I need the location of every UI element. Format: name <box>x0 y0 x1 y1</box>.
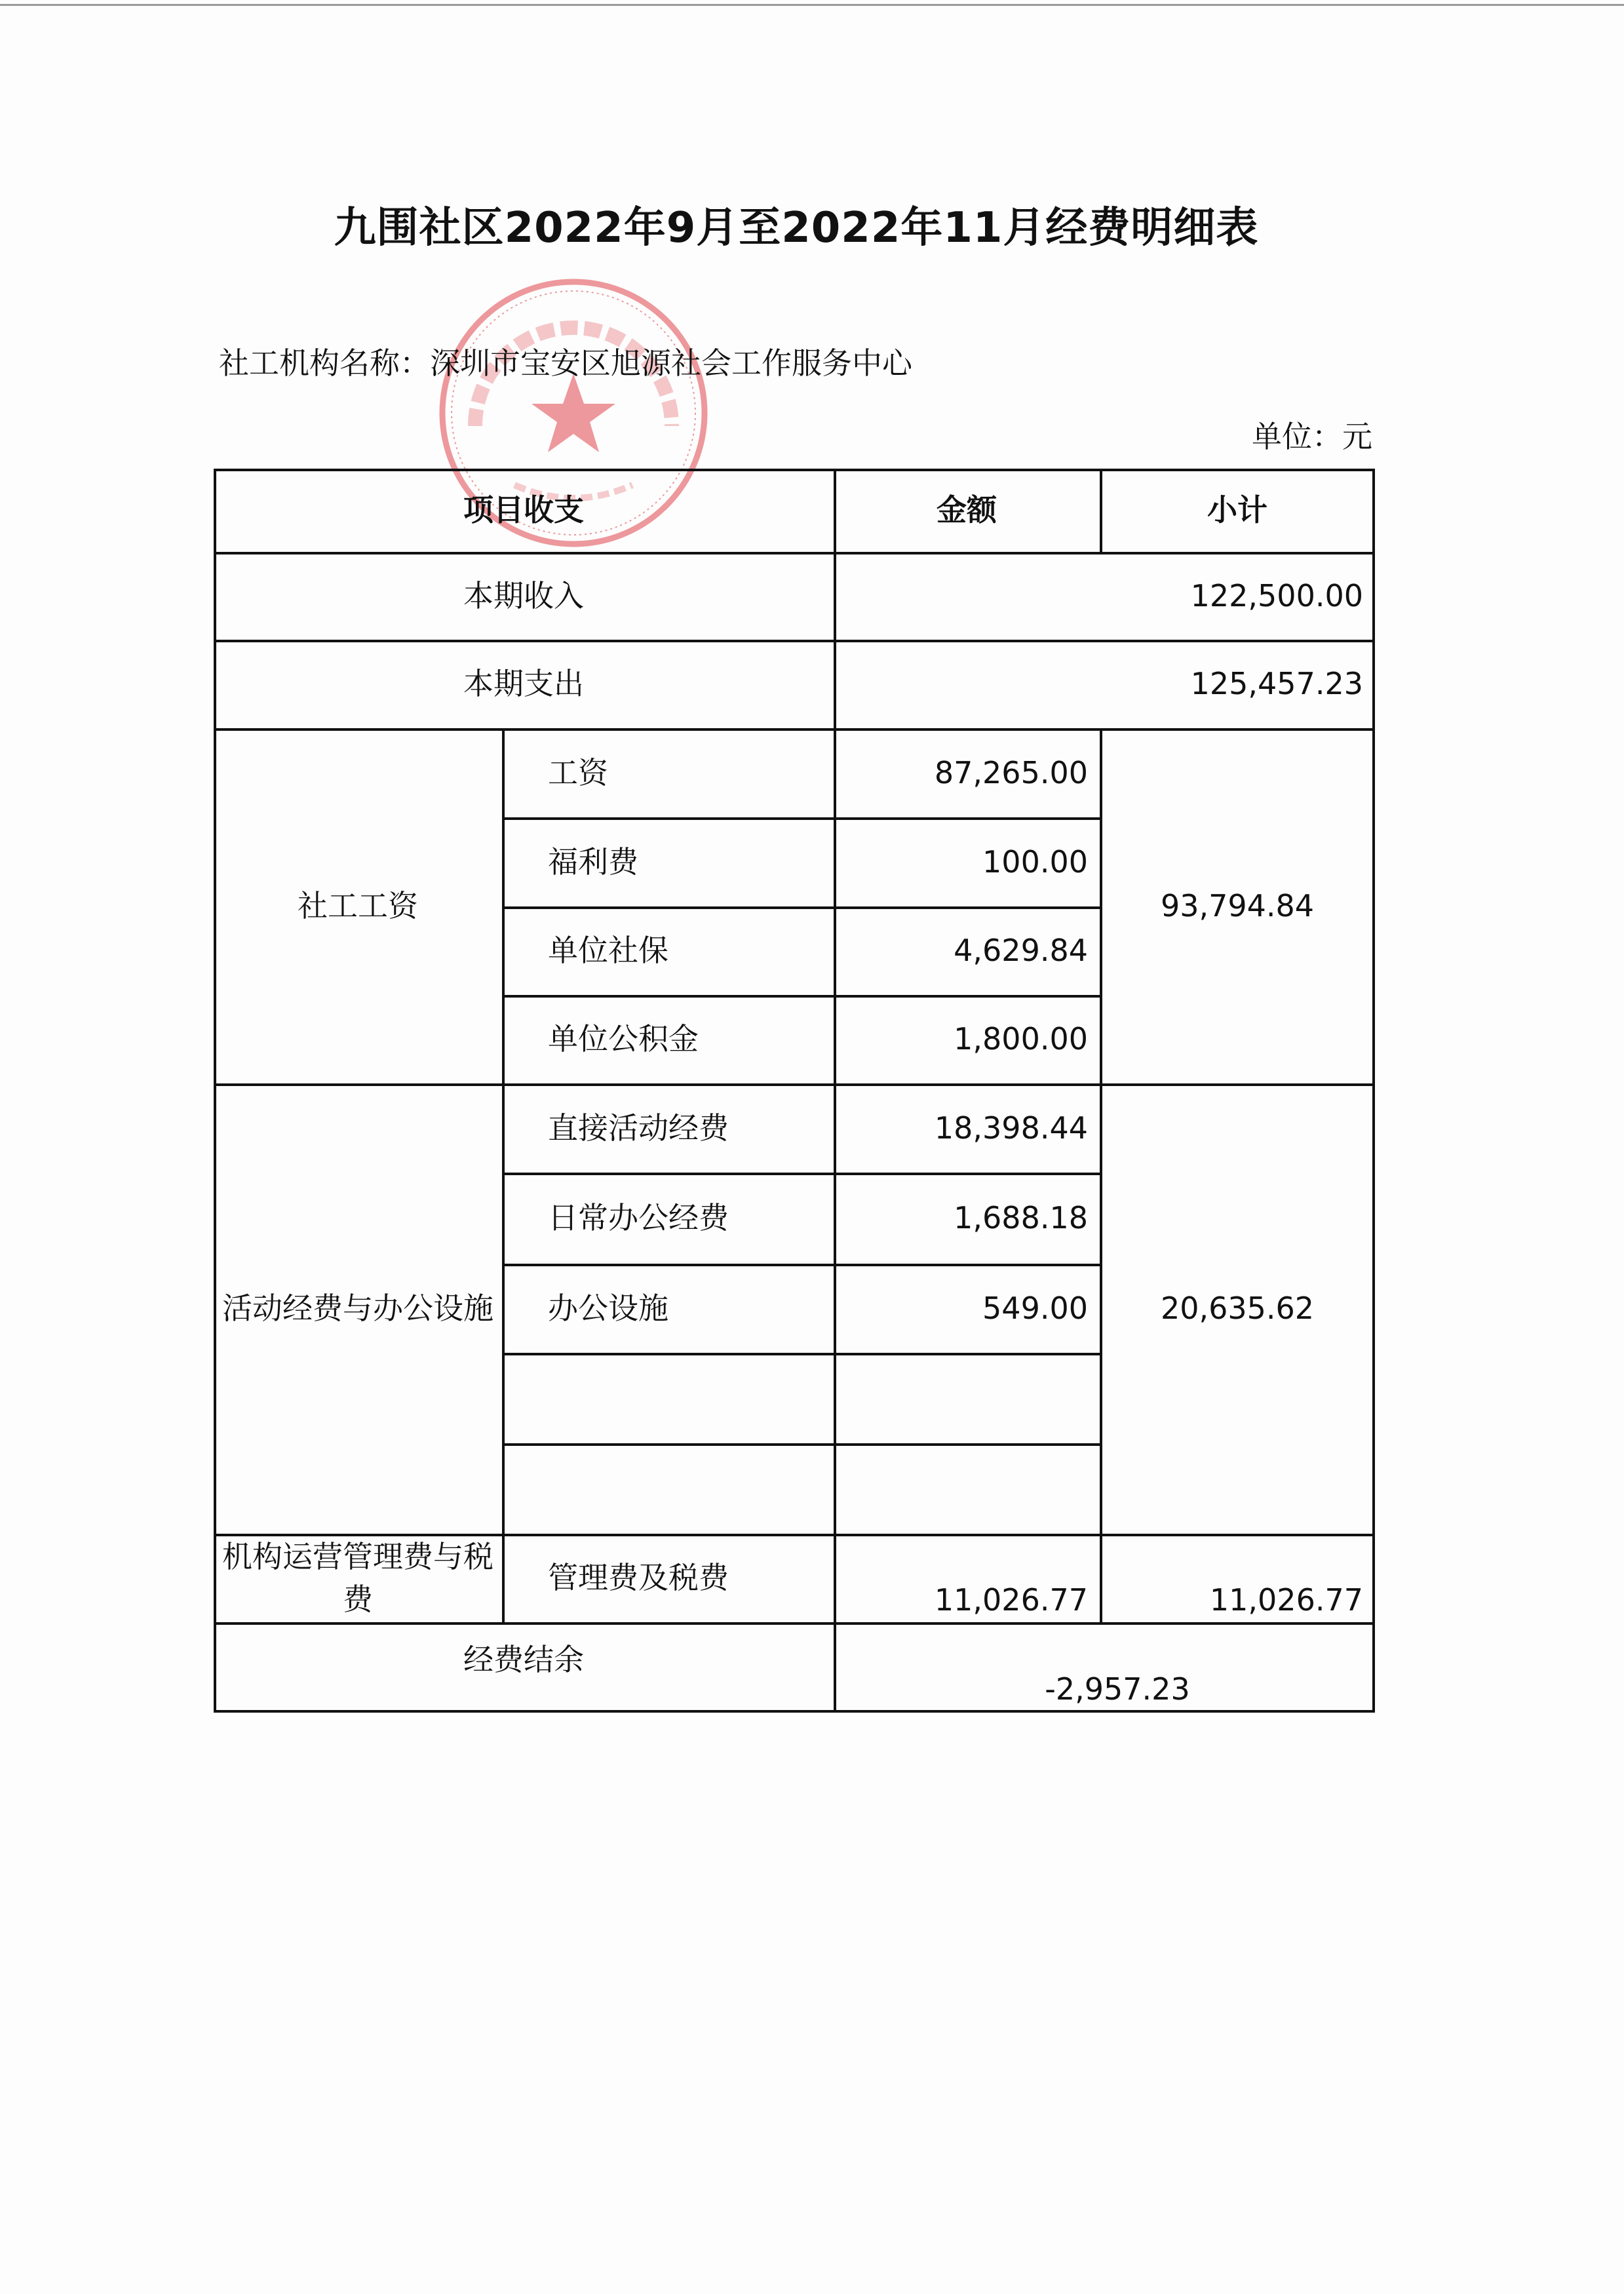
balance-label: 经费结余 <box>463 1642 584 1678</box>
salary-item: 福利费 <box>548 844 638 880</box>
activity-amount <box>834 1443 1100 1534</box>
table-rule <box>214 1710 1375 1713</box>
salary-group-label: 社工工资 <box>298 887 418 923</box>
document-title: 九围社区2022年9月至2022年11月经费明细表 <box>334 204 1259 252</box>
activity-subtotal: 20,635.62 <box>1160 1291 1315 1327</box>
unit-label: 单位：元 <box>1252 419 1372 454</box>
management-subtotal: 11,026.77 <box>1209 1582 1363 1618</box>
activity-item: 日常办公经费 <box>548 1200 729 1236</box>
activity-item <box>502 1353 834 1443</box>
salary-amount: 87,265.00 <box>934 754 1088 790</box>
header-amount: 金额 <box>937 492 997 528</box>
management-amount: 11,026.77 <box>934 1582 1088 1618</box>
activity-item: 办公设施 <box>548 1290 668 1326</box>
management-group-label: 机构运营管理费与税费 <box>222 1539 493 1617</box>
page-top-rule <box>0 4 1624 6</box>
header-subtotal: 小计 <box>1207 492 1267 528</box>
activity-amount: 1,688.18 <box>954 1200 1088 1236</box>
salary-amount: 100.00 <box>982 844 1088 880</box>
salary-subtotal: 93,794.84 <box>1160 887 1315 923</box>
salary-item: 单位社保 <box>548 933 668 969</box>
salary-amount: 4,629.84 <box>954 933 1088 969</box>
activity-amount <box>834 1353 1100 1443</box>
header-item: 项目收支 <box>463 492 584 528</box>
management-item: 管理费及税费 <box>548 1560 729 1596</box>
salary-item: 单位公积金 <box>548 1021 699 1057</box>
expense-table <box>214 469 1375 1713</box>
organization-name: 社工机构名称：深圳市宝安区旭源社会工作服务中心 <box>219 345 912 381</box>
activity-amount: 549.00 <box>982 1290 1088 1326</box>
expense-value: 125,457.23 <box>1190 666 1363 702</box>
activity-amount: 18,398.44 <box>934 1110 1088 1146</box>
expense-label: 本期支出 <box>463 666 584 702</box>
activity-item: 直接活动经费 <box>548 1110 729 1146</box>
salary-item: 工资 <box>548 754 608 790</box>
income-value: 122,500.00 <box>1190 577 1363 613</box>
activity-group-label: 活动经费与办公设施 <box>222 1291 493 1327</box>
activity-item <box>502 1443 834 1534</box>
income-label: 本期收入 <box>463 577 584 613</box>
balance-value: -2,957.23 <box>1045 1671 1190 1707</box>
salary-amount: 1,800.00 <box>954 1021 1088 1057</box>
